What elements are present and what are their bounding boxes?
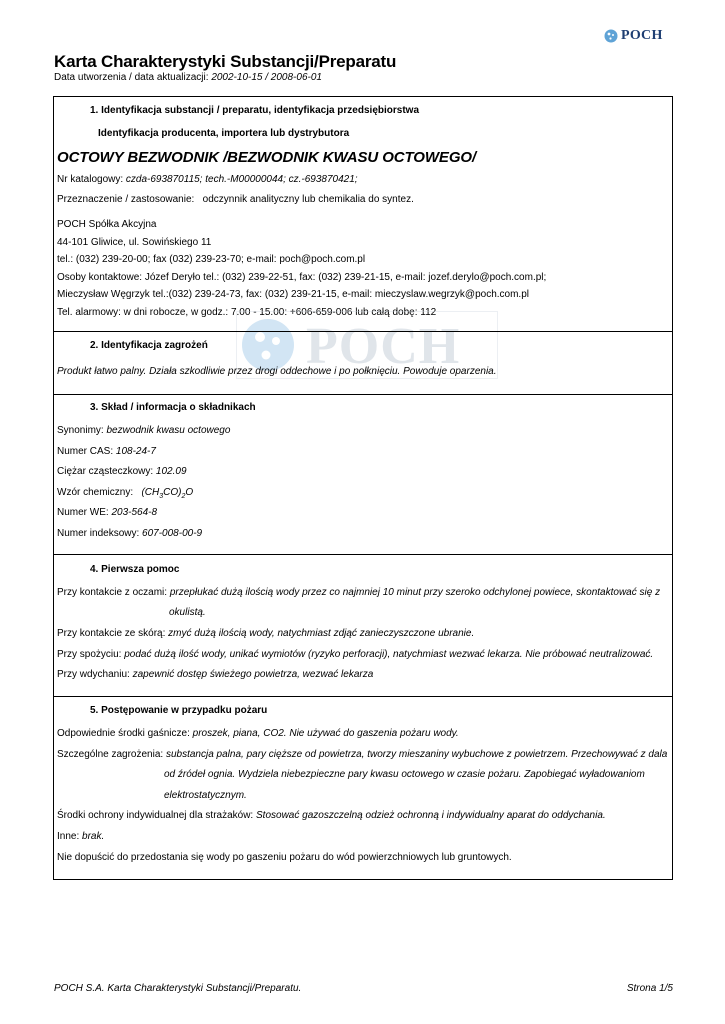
- section-hazards: [53, 331, 673, 395]
- page-title: Karta Charakterystyki Substancji/Preparatu: [54, 52, 397, 71]
- runoff-note: Nie dopuścić do przedostania się wody po gaszeniu pożaru do wód powierzchniowych lub gruntowych.: [57, 852, 512, 863]
- section3-heading: 3. Skład / informacja o składnikach: [90, 402, 256, 413]
- section5-heading: 5. Postępowanie w przypadku pożaru: [90, 705, 268, 716]
- emergency-phone: Tel. alarmowy: w dni robocze, w godz.: 7.00 - 15.00: +606-659-006 lub całą dobę: 112: [57, 307, 437, 318]
- footer-page-number: Strona 1/5: [626, 983, 673, 994]
- product-name: OCTOWY BEZWODNIK /BEZWODNIK KWASU OCTOWEGO/: [57, 149, 477, 166]
- company-contact: tel.: (032) 239-20-00; fax (032) 239-23-70; e-mail: poch@poch.com.pl: [57, 254, 366, 265]
- watermark-text: POCH: [306, 318, 461, 375]
- poch-logo: [604, 26, 674, 46]
- poch-logo-icon: [604, 29, 618, 43]
- company-name: POCH Spółka Akcyjna: [57, 219, 157, 230]
- section1-subheading: Identyfikacja producenta, importera lub dystrybutora: [98, 128, 350, 139]
- first-aid-ingestion: Przy spożyciu: podać dużą ilość wody, unikać wymiotów (ryzyko perforacji), natychmiast wezwać lekarza. Nie próbować neutralizować.: [57, 649, 654, 660]
- firefighter-ppe: Środki ochrony indywidualnej dla strażaków: Stosować gazoszczelną odzież ochronną i indywidualny aparat do oddychania.: [57, 810, 606, 821]
- special-hazards-cont2: elektrostatycznym.: [164, 790, 247, 801]
- section1-heading: 1. Identyfikacja substancji / preparatu, identyfikacja przedsiębiorstwa: [90, 105, 419, 116]
- contact-person-1: Osoby kontaktowe: Józef Deryło tel.: (032) 239-22-51, fax: (032) 239-21-15, e-mail: jozef.derylo@poch.com.pl;: [57, 272, 547, 283]
- first-aid-skin: Przy kontakcie ze skórą: zmyć dużą ilością wody, natychmiast zdjąć zanieczyszczone ubranie.: [57, 628, 475, 639]
- section-firefighting: [53, 696, 673, 880]
- molecular-weight: Ciężar cząsteczkowy: 102.09: [57, 466, 187, 477]
- first-aid-eyes-cont: okulistą.: [169, 607, 206, 618]
- purpose: Przeznaczenie / zastosowanie: odczynnik analityczny lub chemikalia do syntez.: [57, 194, 414, 205]
- section2-heading: 2. Identyfikacja zagrożeń: [90, 340, 208, 351]
- index-number: Numer indeksowy: 607-008-00-9: [57, 528, 203, 539]
- synonyms: Synonimy: bezwodnik kwasu octowego: [57, 425, 231, 436]
- section-identification: [53, 96, 673, 332]
- first-aid-inhalation: Przy wdychaniu: zapewnić dostęp świeżego powietrza, wezwać lekarza: [57, 669, 374, 680]
- document-dates: Data utworzenia / data aktualizacji: 2002-10-15 / 2008-06-01: [54, 72, 322, 83]
- cas-number: Numer CAS: 108-24-7: [57, 446, 156, 457]
- special-hazards-cont: od źródeł ognia. Wydziela niebezpieczne pary kwasu octowego w czasie pożaru. Zapobiegać wyładowaniom: [164, 769, 645, 780]
- first-aid-eyes: Przy kontakcie z oczami: przepłukać dużą ilością wody przez co najmniej 10 minut przy szeroko odchylonej powiece, skontaktować się z: [57, 587, 661, 598]
- section-first-aid: [53, 554, 673, 697]
- catalog-number: Nr katalogowy: czda-693870115; tech.-M00000044; cz.-693870421;: [57, 174, 358, 185]
- we-number: Numer WE: 203-564-8: [57, 507, 158, 518]
- company-address: 44-101 Gliwice, ul. Sowińskiego 11: [57, 237, 212, 248]
- other-info: Inne: brak.: [57, 831, 105, 842]
- chemical-formula: Wzór chemiczny: $(CH_3CO)_2O$: [57, 487, 194, 500]
- section-composition: [53, 394, 673, 555]
- contact-person-2: Mieczysław Węgrzyk tel.:(032) 239-24-73, fax: (032) 239-21-15, e-mail: mieczyslaw.wegrzyk@poch.com.pl: [57, 289, 529, 300]
- special-hazards: Szczególne zagrożenia: substancja palna, pary cięższe od powietrza, tworzy mieszaniny wybuchowe z powietrzem. Przechowywać z dala: [57, 749, 668, 760]
- poch-logo-text: POCH: [621, 28, 663, 43]
- extinguishing-media: Odpowiednie środki gaśnicze: proszek, piana, CO2. Nie używać do gaszenia pożaru wody.: [57, 728, 459, 739]
- section4-heading: 4. Pierwsza pomoc: [90, 564, 180, 575]
- hazard-statement: Produkt łatwo palny. Działa szkodliwie przez drogi oddechowe i po połknięciu. Powoduje oparzenia.: [57, 366, 497, 377]
- footer-document-name: POCH S.A. Karta Charakterystyki Substancji/Preparatu.: [54, 983, 302, 994]
